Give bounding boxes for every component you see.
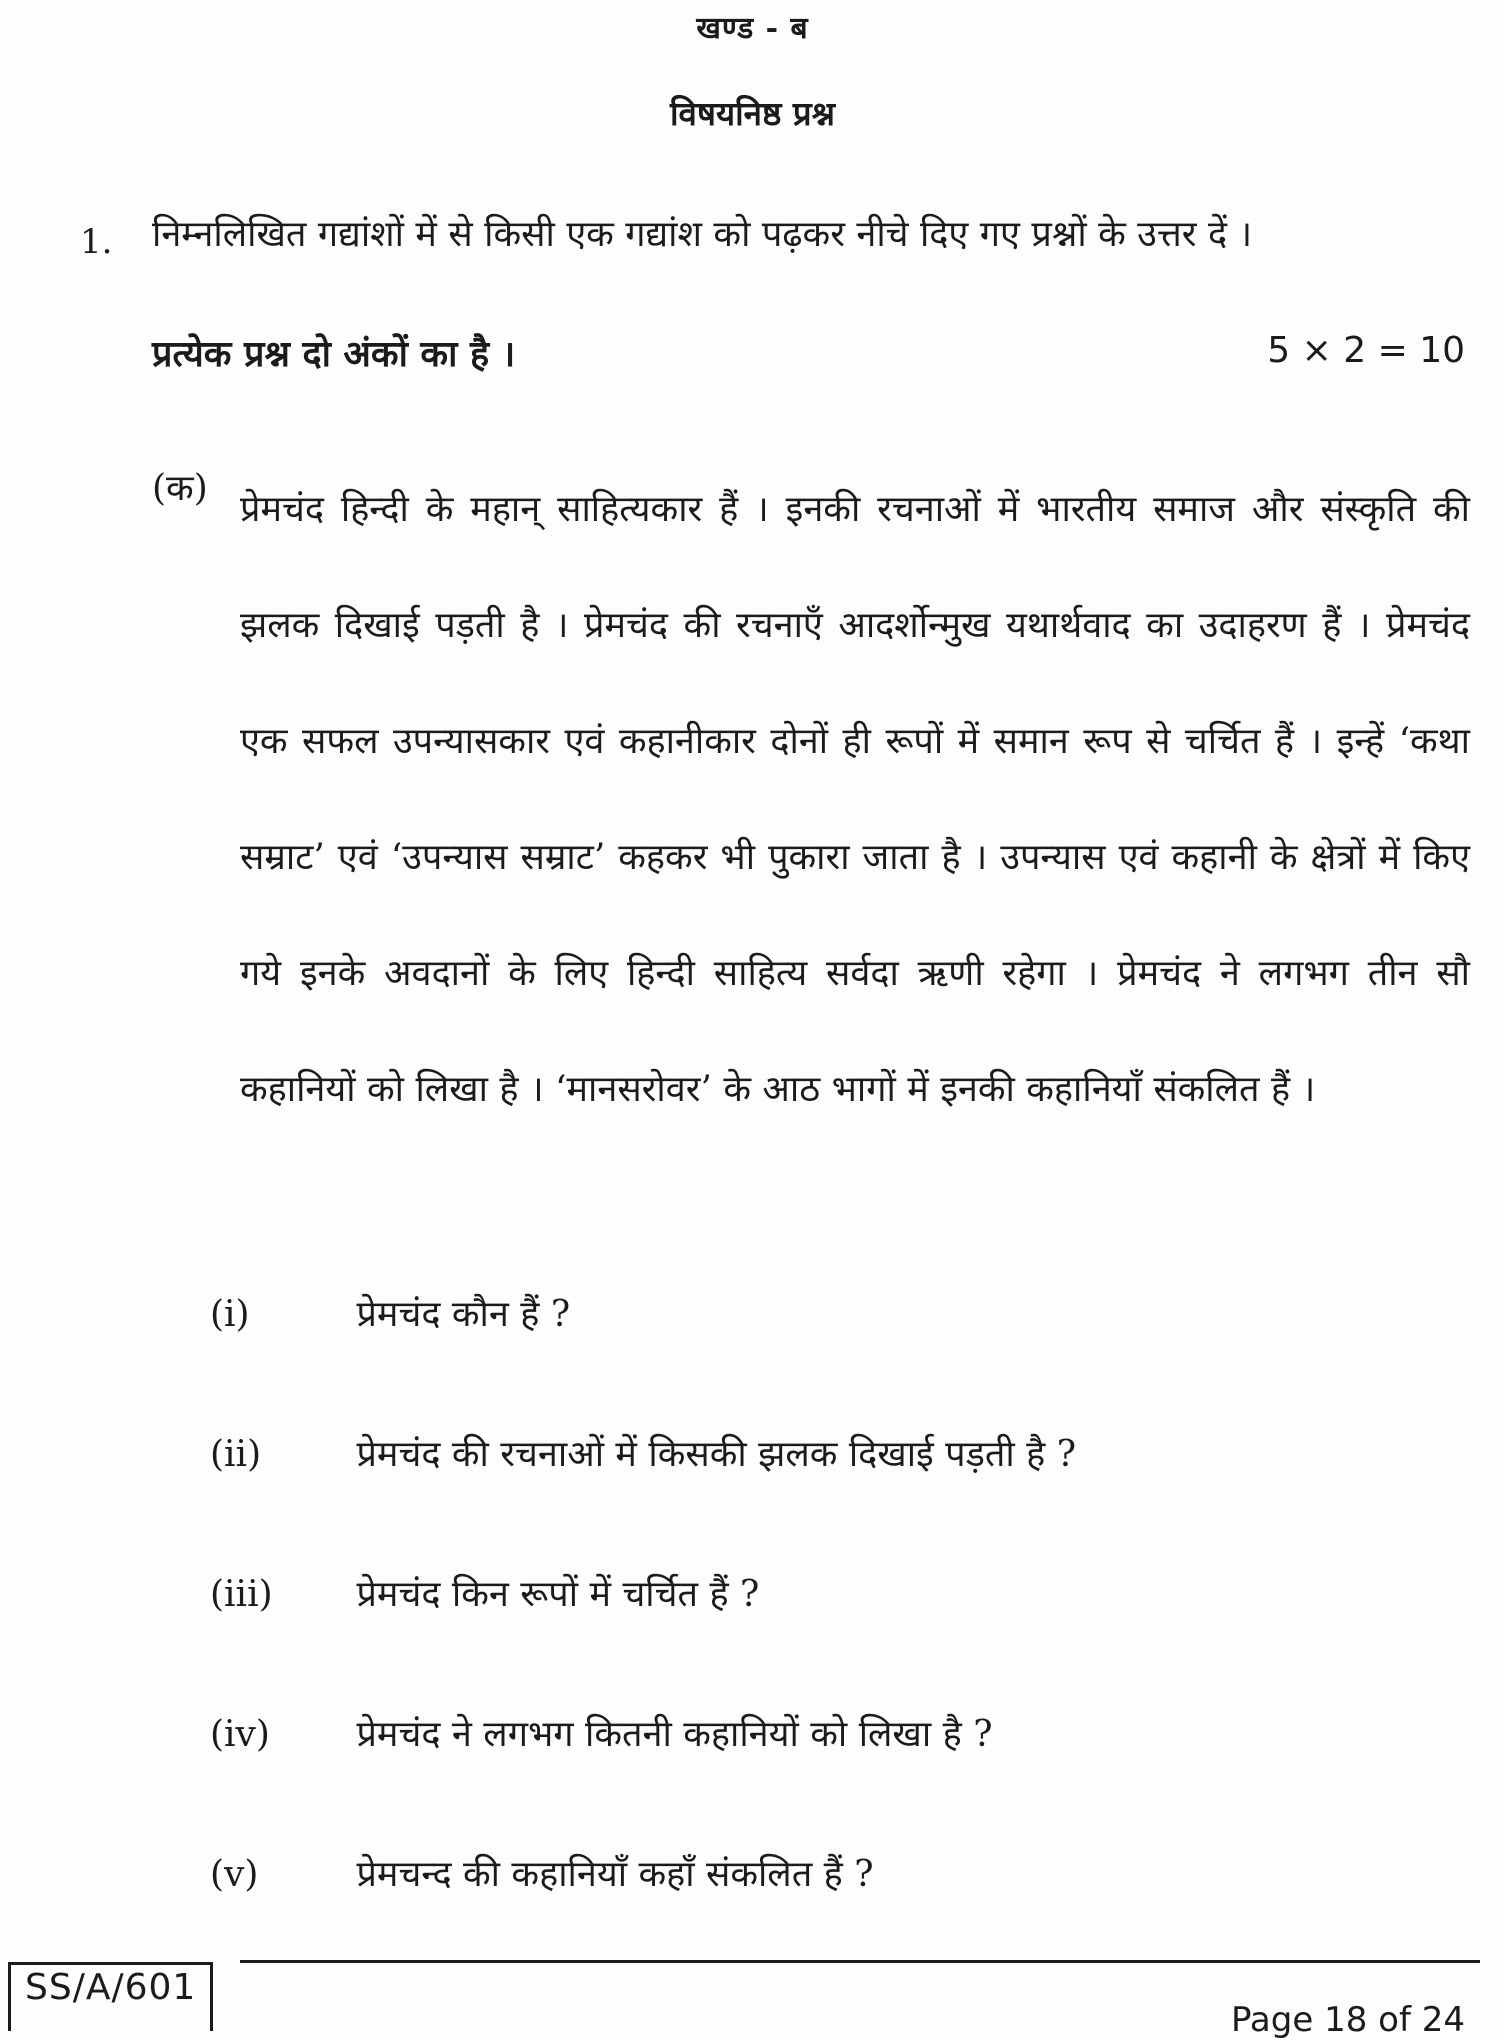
passage-label: (क)	[152, 468, 208, 509]
question-marks: 5 × 2 = 10	[1267, 330, 1465, 371]
sub-question	[210, 1428, 1460, 1477]
sub-question-text: प्रेमचंद की रचनाओं में किसकी झलक दिखाई पड़ती है ?	[356, 1434, 1077, 1475]
sub-question-number: (iii)	[210, 1574, 273, 1615]
sub-question-number: (i)	[210, 1294, 250, 1335]
sub-question-number: (v)	[210, 1854, 259, 1895]
sub-question-text: प्रेमचन्द की कहानियाँ कहाँ संकलित हैं ?	[356, 1854, 874, 1895]
sub-question	[210, 1568, 1460, 1617]
sub-question-text: प्रेमचंद किन रूपों में चर्चित हैं ?	[356, 1574, 760, 1615]
question-instruction: निम्नलिखित गद्यांशों में से किसी एक गद्यांश को पढ़कर नीचे दिए गए प्रश्नों के उत्तर दें ।	[152, 214, 1253, 255]
passage-text: प्रेमचंद हिन्दी के महान् साहित्यकार हैं । इनकी रचनाओं में भारतीय समाज और संस्कृति की झलक दिखाई पड़ती है । प्रेमचंद की रचनाएँ आदर्शोन्मुख यथार्थवाद का उदाहरण हैं । प्रेमचंद एक सफल उपन्यासकार एवं कहानीकार दोनों ही रूपों में समान रूप से चर्चित हैं । इन्हें ‘कथा सम्राट’ एवं ‘उपन्यास सम्राट’ कहकर भी पुकारा जाता है । उपन्यास एवं कहानी के क्षेत्रों में किए गये इनके अवदानों के लिए हिन्दी साहित्य सर्वदा ऋणी रहेगा । प्रेमचंद ने लगभग तीन सौ कहानियों को लिखा है । ‘मानसरोवर’ के आठ भागों में इनकी कहानियाँ संकलित हैं ।	[240, 489, 1470, 1110]
sub-question-number: (iv)	[210, 1714, 270, 1755]
question-number: 1.	[80, 222, 113, 262]
sub-question-text: प्रेमचंद कौन हैं ?	[356, 1294, 571, 1335]
sub-question	[210, 1288, 1460, 1337]
sub-question	[210, 1848, 1460, 1897]
paper-code: SS/A/601	[8, 1962, 213, 2031]
footer-divider	[240, 1960, 1480, 1963]
sub-question-number: (ii)	[210, 1434, 262, 1475]
sub-question-text: प्रेमचंद ने लगभग कितनी कहानियों को लिखा है ?	[356, 1714, 993, 1755]
question-marks-note: प्रत्येक प्रश्न दो अंकों का है ।	[152, 333, 516, 375]
page-number: Page 18 of 24	[1230, 2000, 1465, 2040]
section-title: खण्ड - ब	[696, 11, 809, 46]
section-subtitle: विषयनिष्ठ प्रश्न	[669, 94, 835, 133]
sub-question	[210, 1708, 1460, 1757]
